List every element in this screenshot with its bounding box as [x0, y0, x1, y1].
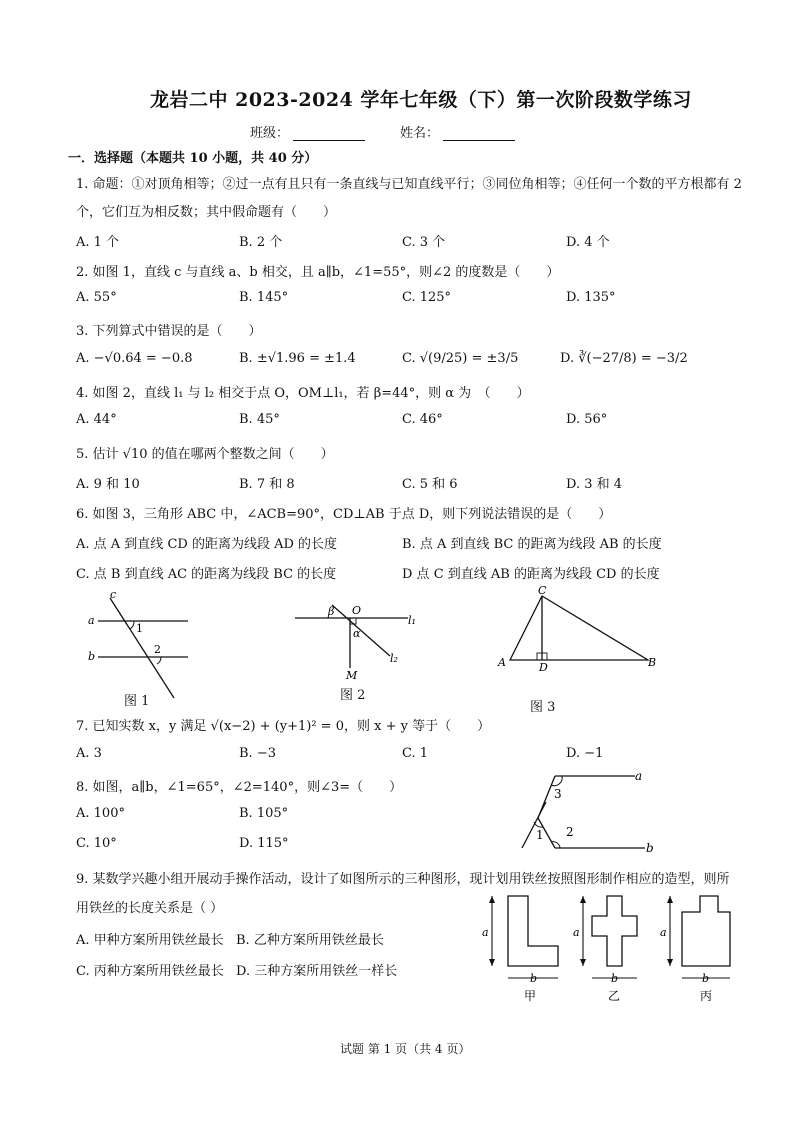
fig2-label-m: M	[346, 669, 358, 680]
q1-option-a[interactable]: A. 1 个	[76, 235, 120, 250]
fig2-label-alpha: α	[353, 627, 361, 640]
figure-3-caption: 图 3	[530, 700, 556, 715]
q9-option-a[interactable]: A. 甲种方案所用铁丝最长	[76, 933, 224, 948]
fig9-dim-a-yi: a	[573, 926, 580, 939]
q3-option-a[interactable]: A. −√0.64 = −0.8	[76, 351, 193, 366]
q2-option-d[interactable]: D. 135°	[566, 290, 616, 305]
figure-1-caption: 图 1	[124, 694, 150, 709]
figure-q9	[480, 888, 760, 1008]
q2-stem: 2. 如图 1，直线 c 与直线 a、b 相交，且 a∥b，∠1=55°，则∠2 的度数是（ ）	[76, 265, 560, 280]
figure-2	[290, 600, 420, 680]
q3-option-b[interactable]: B. ±√1.96 = ±1.4	[239, 351, 356, 366]
q3-stem: 3. 下列算式中错误的是（ ）	[76, 324, 262, 339]
q8-stem: 8. 如图，a∥b，∠1=65°，∠2=140°，则∠3=（ ）	[76, 780, 403, 795]
name-blank[interactable]	[443, 126, 515, 141]
fig8-label-3: 3	[554, 787, 562, 801]
q5-option-b[interactable]: B. 7 和 8	[239, 477, 295, 492]
fig9-dim-b-jia: b	[530, 972, 538, 985]
q6-option-c[interactable]: C. 点 B 到直线 AC 的距离为线段 BC 的长度	[76, 567, 337, 582]
fig3-label-b: B	[648, 656, 657, 669]
fig9-dim-b-bing: b	[702, 972, 710, 985]
fig9-dim-a-bing: a	[660, 926, 667, 939]
q2-option-c[interactable]: C. 125°	[402, 290, 452, 305]
q1-stem-line2: 个，它们互为相反数；其中假命题有（ ）	[76, 205, 337, 220]
fig1-label-a: a	[88, 614, 95, 627]
q9-stem-line1: 9. 某数学兴趣小组开展动手操作活动，设计了如图所示的三种图形，现计划用铁丝按照图形制作相应的造型，则所	[76, 872, 730, 887]
q5-option-c[interactable]: C. 5 和 6	[402, 477, 458, 492]
fig1-label-b: b	[88, 650, 96, 663]
fig8-label-a: a	[635, 769, 643, 783]
fig1-label-c: c	[110, 588, 117, 601]
fig9-dim-a-jia: a	[482, 926, 489, 939]
fig3-label-a: A	[498, 656, 506, 669]
figure-3	[490, 586, 660, 676]
q4-option-b[interactable]: B. 45°	[239, 412, 280, 427]
fig9-name-bing: 丙	[700, 989, 713, 1003]
q4-option-a[interactable]: A. 44°	[76, 412, 117, 427]
q6-option-b[interactable]: B. 点 A 到直线 BC 的距离为线段 AB 的长度	[402, 537, 662, 552]
q1-option-c[interactable]: C. 3 个	[402, 235, 446, 250]
name-field[interactable]	[400, 122, 515, 141]
figure-2-caption: 图 2	[340, 688, 366, 703]
fig9-shape-yi	[580, 896, 637, 978]
q2-option-b[interactable]: B. 145°	[239, 290, 289, 305]
q2-option-a[interactable]: A. 55°	[76, 290, 117, 305]
q4-option-d[interactable]: D. 56°	[566, 412, 608, 427]
page-title: 龙岩二中 2023-2024 学年七年级（下）第一次阶段数学练习	[150, 89, 692, 111]
fig9-shape-bing	[667, 896, 730, 978]
q3-option-d[interactable]: D. ∛(−27/8) = −3/2	[560, 351, 688, 366]
q9-option-c[interactable]: C. 丙种方案所用铁丝最长	[76, 964, 224, 979]
q7-option-a[interactable]: A. 3	[76, 746, 102, 761]
fig8-label-1: 1	[536, 828, 544, 842]
fig1-label-2: 2	[154, 643, 161, 656]
q6-option-a[interactable]: A. 点 A 到直线 CD 的距离为线段 AD 的长度	[76, 537, 338, 552]
class-blank[interactable]	[293, 126, 365, 141]
q1-option-d[interactable]: D. 4 个	[566, 235, 610, 250]
fig2-label-beta: β	[328, 605, 335, 618]
fig2-label-l2: l₂	[390, 652, 398, 665]
q4-stem: 4. 如图 2，直线 l₁ 与 l₂ 相交于点 O，OM⊥l₁，若 β=44°，则 α 为 （ ）	[76, 386, 530, 401]
q7-option-b[interactable]: B. −3	[239, 746, 276, 761]
q1-option-b[interactable]: B. 2 个	[239, 235, 283, 250]
class-field[interactable]	[250, 122, 365, 141]
q7-stem: 7. 已知实数 x，y 满足 √(x−2) + (y+1)² = 0，则 x + y 等于（ ）	[76, 719, 491, 734]
figure-q8	[510, 766, 660, 856]
class-label: 班级：	[250, 126, 290, 141]
fig8-label-b: b	[646, 841, 654, 855]
page-footer: 试题 第 1 页（共 4 页）	[340, 1042, 471, 1056]
fig9-dim-b-yi: b	[611, 972, 619, 985]
q3-option-c[interactable]: C. √(9/25) = ±3/5	[402, 351, 519, 366]
q1-stem-line1: 1. 命题：①对顶角相等；②过一点有且只有一条直线与已知直线平行；③同位角相等；④任何一个数的平方根都有 2	[76, 177, 742, 192]
fig2-label-o: O	[352, 604, 362, 617]
q8-option-c[interactable]: C. 10°	[76, 836, 117, 851]
q4-option-c[interactable]: C. 46°	[402, 412, 443, 427]
q6-stem: 6. 如图 3，三角形 ABC 中，∠ACB=90°，CD⊥AB 于点 D，则下列说法错误的是（ ）	[76, 507, 612, 522]
section-heading: 一．选择题（本题共 10 小题，共 40 分）	[68, 151, 318, 166]
q7-option-d[interactable]: D. −1	[566, 746, 604, 761]
fig3-label-d: D	[539, 661, 548, 674]
fig9-name-jia: 甲	[524, 989, 537, 1003]
fig3-label-c: C	[538, 586, 547, 597]
fig8-label-2: 2	[566, 825, 574, 839]
q5-option-d[interactable]: D. 3 和 4	[566, 477, 623, 492]
q7-option-c[interactable]: C. 1	[402, 746, 429, 761]
q8-option-a[interactable]: A. 100°	[76, 806, 125, 821]
q8-option-b[interactable]: B. 105°	[239, 806, 289, 821]
name-label: 姓名：	[400, 126, 440, 141]
q9-stem-line2: 用铁丝的长度关系是（ ）	[76, 901, 224, 916]
q5-option-a[interactable]: A. 9 和 10	[76, 477, 140, 492]
fig9-shape-jia	[489, 896, 558, 978]
q6-option-d[interactable]: D 点 C 到直线 AB 的距离为线段 CD 的长度	[402, 567, 660, 582]
q5-stem: 5. 估计 √10 的值在哪两个整数之间（ ）	[76, 447, 334, 462]
fig1-label-1: 1	[136, 622, 143, 635]
q8-option-d[interactable]: D. 115°	[239, 836, 289, 851]
q9-option-b[interactable]: B. 乙种方案所用铁丝最长	[236, 933, 384, 948]
fig9-name-yi: 乙	[608, 989, 621, 1003]
fig2-label-l1: l₁	[408, 614, 416, 627]
q9-option-d[interactable]: D. 三种方案所用铁丝一样长	[236, 964, 398, 979]
